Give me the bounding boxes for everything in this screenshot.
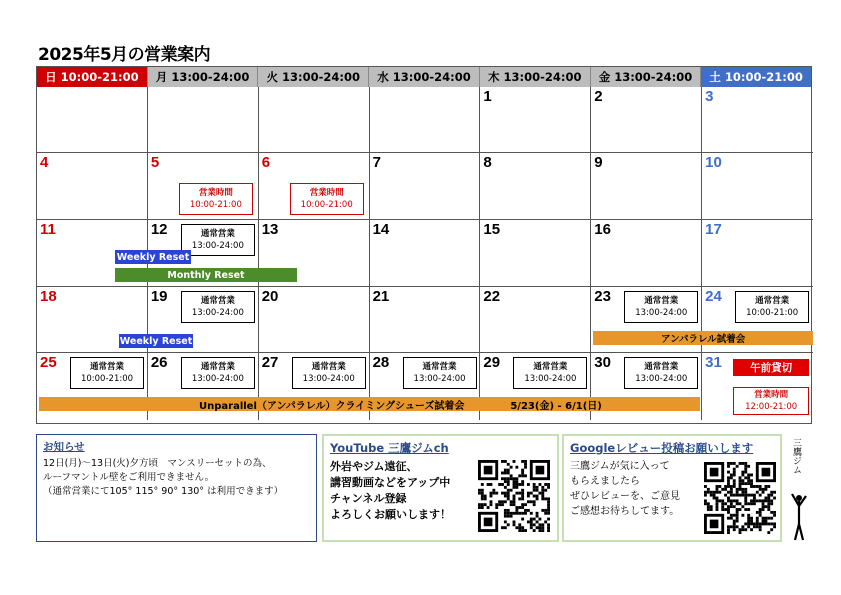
regular-hours-notice bbox=[624, 357, 698, 389]
weekly-reset-bar: Weekly Reset bbox=[119, 335, 193, 347]
unparallel-event-dates: 5/23(金) - 6/1(日) bbox=[510, 400, 602, 412]
day-cell bbox=[591, 220, 702, 287]
notice-label: 営業時間 bbox=[754, 390, 789, 400]
regular-hours-notice bbox=[735, 291, 809, 323]
day-number: 23 bbox=[594, 288, 611, 305]
holiday-hours-notice bbox=[179, 183, 253, 215]
unparallel-event-bar-long bbox=[39, 397, 700, 411]
day-cell bbox=[702, 87, 813, 153]
day-number: 22 bbox=[483, 288, 501, 305]
notice-label: 通常営業 bbox=[422, 362, 457, 372]
notice-label: 通常営業 bbox=[200, 229, 235, 239]
day-number: 3 bbox=[705, 88, 714, 105]
regular-hours-notice bbox=[403, 357, 477, 389]
notice-label: 通常営業 bbox=[200, 362, 235, 372]
page-title: 2025年5月の営業案内 bbox=[38, 45, 211, 65]
notice-hours: 13:00-24:00 bbox=[302, 374, 355, 384]
notice-label: 通常営業 bbox=[644, 362, 679, 372]
morning-reserved-badge: 午前貸切 bbox=[733, 359, 809, 376]
day-cell bbox=[702, 220, 813, 287]
day-number: 17 bbox=[705, 221, 722, 238]
youtube-body: 外岩やジム遠征、 講習動画などをアップ中 チャンネル登録 よろしくお願いします！ bbox=[330, 460, 451, 521]
notice-label: 通常営業 bbox=[311, 362, 346, 372]
holiday-hours-notice bbox=[290, 183, 364, 215]
notice-panel bbox=[36, 434, 317, 542]
regular-hours-notice bbox=[181, 291, 255, 323]
day-cell bbox=[591, 87, 702, 153]
day-number: 14 bbox=[372, 221, 390, 238]
day-cell bbox=[480, 287, 591, 353]
day-cell bbox=[37, 87, 148, 153]
day-number: 2 bbox=[594, 88, 603, 105]
day-number: 4 bbox=[40, 154, 49, 171]
notice-hours: 13:00-24:00 bbox=[524, 374, 577, 384]
day-number: 21 bbox=[372, 288, 390, 305]
day-cell bbox=[370, 153, 481, 220]
notice-hours: 10:00-21:00 bbox=[746, 308, 799, 318]
day31-hours-notice bbox=[733, 387, 809, 415]
day-number: 12 bbox=[150, 221, 168, 238]
day-cell bbox=[480, 153, 591, 220]
day-number: 30 bbox=[594, 354, 611, 371]
monthly-reset-bar: Monthly Reset bbox=[115, 268, 297, 282]
weekday-header-5: 金 13:00-24:00 bbox=[591, 67, 702, 87]
day-cell bbox=[259, 287, 370, 353]
day-cell bbox=[370, 287, 481, 353]
day-cell bbox=[702, 153, 813, 220]
day-cell bbox=[591, 153, 702, 220]
day-number: 5 bbox=[150, 154, 160, 171]
weekday-header-6: 土 10:00-21:00 bbox=[701, 67, 811, 87]
day-number: 20 bbox=[261, 288, 279, 305]
notice-hours: 13:00-24:00 bbox=[191, 308, 244, 318]
svg-text:三鷹ジム: 三鷹ジム bbox=[791, 438, 801, 474]
youtube-title[interactable]: YouTube 三鷹ジムch bbox=[330, 441, 449, 455]
weekday-header-2: 火 13:00-24:00 bbox=[258, 67, 369, 87]
notice-label: 通常営業 bbox=[89, 362, 124, 372]
gym-logo bbox=[786, 434, 810, 542]
day-number: 7 bbox=[372, 154, 381, 171]
youtube-qr-code-icon[interactable] bbox=[478, 460, 550, 532]
google-review-title[interactable]: Googleレビュー投稿お願いします bbox=[570, 441, 754, 455]
regular-hours-notice bbox=[292, 357, 366, 389]
day-number: 29 bbox=[483, 354, 501, 371]
notice-label: 通常営業 bbox=[533, 362, 568, 372]
day-number: 9 bbox=[594, 154, 603, 171]
notice-hours: 13:00-24:00 bbox=[635, 308, 688, 318]
day-number: 13 bbox=[261, 221, 279, 238]
unparallel-event-label: Unparallel（アンパラレル）クライミングシューズ試着会 bbox=[199, 400, 465, 412]
day-cell bbox=[480, 220, 591, 287]
day-number: 8 bbox=[483, 154, 492, 171]
day-number: 28 bbox=[372, 354, 390, 371]
day-number: 31 bbox=[705, 354, 722, 371]
notice-label: 営業時間 bbox=[309, 188, 344, 198]
day-number: 27 bbox=[261, 354, 279, 371]
notice-hours: 10:00-21:00 bbox=[189, 200, 242, 210]
unparallel-event-bar: アンパラレル試着会 bbox=[593, 331, 813, 345]
weekday-header-3: 水 13:00-24:00 bbox=[369, 67, 480, 87]
google-review-body: 三鷹ジムが気に入って もらえましたら ぜひレビューを、ご意見 ご感想お待ちしてます。 bbox=[570, 461, 680, 517]
notice-label: 通常営業 bbox=[200, 296, 235, 306]
regular-hours-notice bbox=[70, 357, 144, 389]
day-number: 18 bbox=[40, 288, 57, 305]
notice-hours: 13:00-24:00 bbox=[635, 374, 688, 384]
notice-label: 営業時間 bbox=[198, 188, 233, 198]
day-number: 26 bbox=[150, 354, 168, 371]
day-number: 16 bbox=[594, 221, 611, 238]
day-cell bbox=[370, 220, 481, 287]
day-number: 1 bbox=[483, 88, 492, 105]
day-number: 24 bbox=[705, 288, 722, 305]
regular-hours-notice bbox=[181, 357, 255, 389]
weekday-header-0: 日 10:00-21:00 bbox=[37, 67, 148, 87]
day-cell bbox=[37, 153, 148, 220]
regular-hours-notice bbox=[624, 291, 698, 323]
weekday-header-1: 月 13:00-24:00 bbox=[148, 67, 259, 87]
weekly-reset-bar: Weekly Reset bbox=[116, 251, 190, 263]
google-review-qr-code-icon[interactable] bbox=[704, 462, 776, 534]
regular-hours-notice bbox=[181, 224, 255, 256]
notice-hours: 10:00-21:00 bbox=[300, 200, 353, 210]
day-number: 19 bbox=[150, 288, 168, 305]
day-cell bbox=[480, 87, 591, 153]
regular-hours-notice bbox=[513, 357, 587, 389]
calendar bbox=[36, 66, 812, 424]
weekday-header-row bbox=[37, 67, 811, 87]
notice-hours: 13:00-24:00 bbox=[413, 374, 466, 384]
weekday-header-4: 木 13:00-24:00 bbox=[480, 67, 591, 87]
youtube-panel bbox=[322, 434, 559, 542]
notice-body: 12日(月)～13日(火)夕方頃 マンスリーセットの為、 ルーフマントル壁をご利用できません。 （通常営業にて105° 115° 90° 130° は利用できます） bbox=[43, 458, 284, 497]
notice-hours: 13:00-24:00 bbox=[191, 374, 244, 384]
day-cell bbox=[259, 87, 370, 153]
day-cell bbox=[148, 87, 259, 153]
notice-hours: 10:00-21:00 bbox=[80, 374, 134, 384]
day-number: 25 bbox=[40, 354, 57, 371]
google-review-panel bbox=[562, 434, 782, 542]
notice-hours: 12:00-21:00 bbox=[745, 402, 798, 412]
notice-label: 通常営業 bbox=[755, 296, 790, 306]
day-cell bbox=[370, 87, 481, 153]
day-number: 6 bbox=[261, 154, 271, 171]
day-number: 11 bbox=[40, 221, 56, 238]
notice-label: 通常営業 bbox=[644, 296, 679, 306]
notice-title: お知らせ bbox=[43, 441, 85, 453]
notice-hours: 13:00-24:00 bbox=[191, 241, 244, 251]
day-number: 15 bbox=[483, 221, 501, 238]
day-number: 10 bbox=[705, 154, 722, 171]
